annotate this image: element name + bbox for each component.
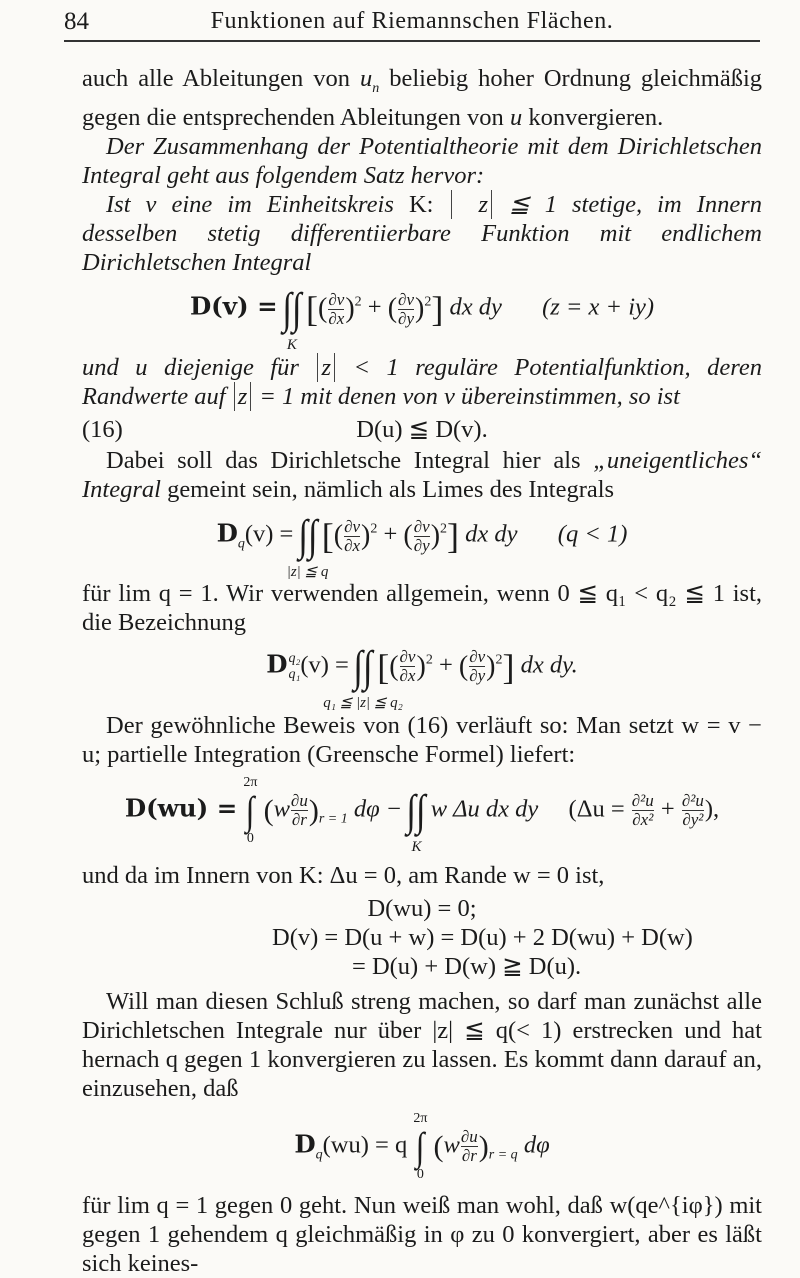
integration-region: q₁ ≦ |z| ≦ q₂ xyxy=(323,694,403,711)
equation-dirichlet: D(v) = ∫∫ K [( $\frac{\partial v}{\partial x}$ )$^2$ + ( $\frac{\partial v}{\partial y}$ )$^2$] dx dy (z = x + iy) xyxy=(82,287,762,331)
integration-region: |z| ≦ q xyxy=(286,564,329,580)
equation-dq-wu: $D_q(wu) = q$ 2π ∫ 0 (w $\frac{\partial u}{\partial r}$ )$_{r = q}$ dφ xyxy=(294,1110,550,1182)
page-number: 84 xyxy=(64,8,89,35)
theorem-statement: Ist v eine im Einheitskreis K: z ≦ 1 stetige, im Innern desselben stetig differentiierbare Funktion mit endlichem Dirichletschen Integral xyxy=(82,191,763,276)
paragraph-continuation: auch alle Ableitungen von $u_n$ beliebig hoher Ordnung gleichmäßig gegen die entsprechenden Ableitungen von u konvergieren. xyxy=(82,65,763,131)
proof-paragraph: Der gewöhnliche Beweis von (16) verläuft so: Man setzt w = v − u; partielle Integration (Greensche Formel) liefert: xyxy=(82,711,762,768)
intro-sentence: Der Zusammenhang der Potentialtheorie mit dem Dirichletschen Integral geht aus folgendem Satz hervor: xyxy=(82,133,762,189)
equation-dirichlet-q: $D_q(v)$ = ∫∫ |z| ≦ q [( $\frac{\partial v}{\partial x}$ )$^2$ + ( $\frac{\partial v}{\partial y}$ )$^2$] dx dy (q < 1) xyxy=(82,514,762,559)
closing-paragraph: für lim q = 1 gegen 0 geht. Nun weiß man wohl, daß w(qe^{iφ}) mit gegen 1 gehendem q gleichmäßig in φ zu 0 konvergiert, aber es läßt sich keines- xyxy=(82,1191,762,1277)
page-body xyxy=(82,64,762,1278)
header-rule xyxy=(64,40,760,42)
potential-statement: und u diejenige für z < 1 reguläre Potentialfunktion, deren Randwerte auf z = 1 mit denen von v übereinstimmen, so ist xyxy=(82,354,762,410)
equation-16: (16) D(u) ≦ D(v). xyxy=(82,416,488,443)
equation-number: (16) xyxy=(82,416,123,443)
equation-green: D(wu) = 2π ∫ 0 (w $\frac{\partial u}{\partial r}$ )$_{r = 1}$ dφ − ∫∫ K w Δu dx dy (Δu = $\frac{\text{∂²u}}{\text{∂x²}}$ + $\frac{\text{∂²u}}{\text{∂y²}}$ ), xyxy=(82,775,762,847)
integration-region: K xyxy=(286,337,297,353)
running-title: Funktionen auf Riemannschen Flächen. xyxy=(210,8,614,34)
improper-integral-paragraph: Dabei soll das Dirichletsche Integral hier als „uneigentliches“ Integral gemeint sein, nämlich als Limes des Integrals xyxy=(82,447,762,503)
integration-region: K xyxy=(411,838,422,855)
interior-condition: und da im Innern von K: Δu = 0, am Rande w = 0 ist, xyxy=(82,861,605,889)
rigor-paragraph: Will man diesen Schluß streng machen, so darf man zunächst alle Dirichletschen Integrale nur über |z| ≦ q(< 1) erstrecken und hat hernach q gegen 1 konvergieren zu lassen. Es kommt dann darauf an, einzusehen, daß xyxy=(82,987,762,1102)
page-header xyxy=(64,6,760,46)
equation-chain: D(wu) = 0; D(v) = D(u + w) = D(u) + 2 D(wu) + D(w) = D(u) + D(w) ≧ D(u). xyxy=(272,894,693,980)
notation-paragraph: für lim q = 1. Wir verwenden allgemein, wenn 0 ≦ q₁ < q₂ ≦ 1 ist, die Bezeichnung xyxy=(82,579,762,636)
equation-dirichlet-annulus: D q₂ q₁ (v) = ∫∫ q₁ ≦ |z| ≦ q₂ [( $\frac{\partial v}{\partial x}$ )$^2$ + ( $\frac{\partial v}{\partial y}$ )$^2$] dx dy. xyxy=(82,645,762,689)
